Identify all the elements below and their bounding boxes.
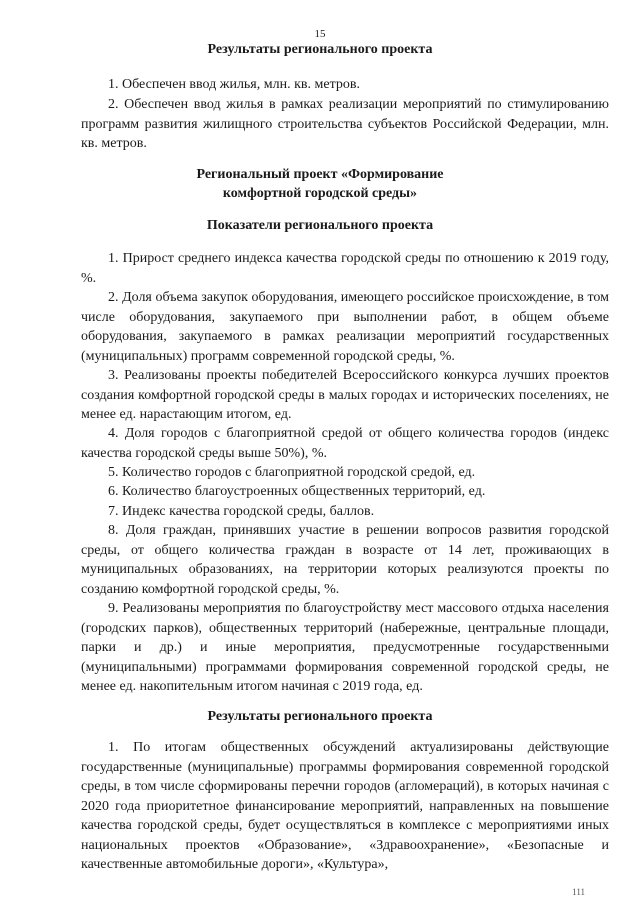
indicator-item: 2. Доля объема закупок оборудования, имеющего российское происхождение, в том числе оборудования, закупаемого при выполнении работ, в общем объеме оборудования, закупаемого в рамках реализации мероприятий государственных (муниципальных) программ современной городской среды, %. xyxy=(81,290,609,364)
indicators-heading: Показатели регионального проекта xyxy=(206,218,434,233)
indicator-item: 8. Доля граждан, принявших участие в решении вопросов развития городской среды, от общего количества граждан в возрасте от 14 лет, проживающих в муниципальных образованиях, на территории которых реализуются проекты по созданию комфортной городской среды, %. xyxy=(81,523,609,597)
indicator-item: 4. Доля городов с благоприятной средой от общего количества городов (индекс качества городской среды выше 50%), %. xyxy=(81,426,609,461)
results-heading-1: Результаты регионального проекта xyxy=(207,42,433,57)
result-item: 1. По итогам общественных обсуждений актуализированы действующие государственные (муниципальные) программы формирования современной городской среды, в том числе сформированы перечни городов (агломераций), в которых начиная с 2020 года приоритетное финансирование мероприятий, направленных на повышение качества городской среды, будет осуществляться в комплексе с мероприятиями иных национальных проектов «Образование», «Здравоохранение», «Безопасные и качественные автомобильные дороги», «Культура», xyxy=(81,740,609,872)
paragraph-item: 2. Обеспечен ввод жилья в рамках реализации мероприятий по стимулированию программ развития жилищного строительства субъектов Российской Федерации, млн. кв. метров. xyxy=(81,97,609,151)
project-title-line2: комфортной городской среды» xyxy=(222,186,418,201)
indicator-item: 1. Прирост среднего индекса качества городской среды по отношению к 2019 году, %. xyxy=(81,251,609,286)
indicator-item: 6. Количество благоустроенных общественных территорий, ед. xyxy=(108,484,486,499)
indicator-item: 7. Индекс качества городской среды, баллов. xyxy=(108,504,375,519)
page-number: 15 xyxy=(314,28,326,40)
project-title-line1: Региональный проект «Формирование xyxy=(196,167,444,182)
indicator-item: 3. Реализованы проекты победителей Всероссийского конкурса лучших проектов создания комфортной городской среды в малых городах и исторических поселениях, не менее ед. нарастающим итогом, ед. xyxy=(81,368,609,422)
indicator-item: 9. Реализованы мероприятия по благоустройству мест массового отдыха населения (городских парков), общественных территорий (набережные, центральные площади, парки и др.) и иные мероприятия, предусмотренные государственными (муниципальными) программами формирования современной городской среды, не менее ед. накопительным итогом начиная с 2019 года, ед. xyxy=(81,601,609,694)
paragraph-item: 1. Обеспечен ввод жилья, млн. кв. метров. xyxy=(108,77,360,92)
corner-mark: 111 xyxy=(572,887,585,897)
indicator-item: 5. Количество городов с благоприятной городской средой, ед. xyxy=(108,465,476,480)
results-heading-2: Результаты регионального проекта xyxy=(207,709,433,724)
